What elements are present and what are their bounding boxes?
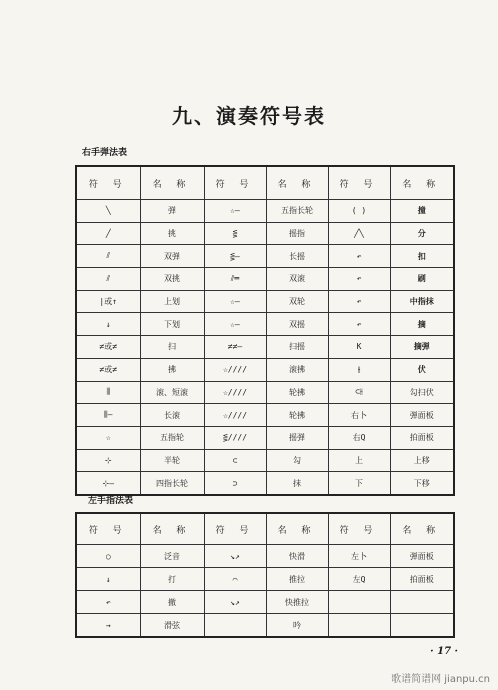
symbol-cell: |或↑ (76, 290, 140, 313)
name-cell: 刷 (390, 268, 454, 291)
table-header-row (76, 166, 454, 200)
symbol-cell: ↘↗ (204, 545, 266, 568)
symbol-cell: ⋚— (204, 245, 266, 268)
page-number: · 17 · (430, 646, 458, 657)
name-cell: 拍面板 (390, 426, 454, 449)
symbol-cell: ☆//// (204, 381, 266, 404)
table-row (76, 200, 454, 223)
table-row (76, 358, 454, 381)
name-cell: 泛音 (140, 545, 204, 568)
name-cell: 长摇 (266, 245, 328, 268)
col-header-name: 名 称 (140, 513, 204, 545)
name-cell: 摇弹 (266, 426, 328, 449)
name-cell: 抹 (266, 472, 328, 495)
col-header-symbol: 符 号 (204, 166, 266, 200)
name-cell: 勾扫伏 (390, 381, 454, 404)
symbol-cell: → (76, 614, 140, 638)
name-cell: 轮拂 (266, 381, 328, 404)
symbol-cell: ≠或≠ (76, 336, 140, 359)
symbol-cell: 下 (328, 472, 390, 495)
name-cell: 四指长轮 (140, 472, 204, 495)
symbol-cell: ↶ (328, 290, 390, 313)
symbol-cell: ↶ (328, 313, 390, 336)
symbol-cell: ↓ (76, 568, 140, 591)
symbol-cell: ≠≠— (204, 336, 266, 359)
name-cell: 撤 (140, 591, 204, 614)
name-cell: 轮拂 (266, 404, 328, 427)
name-cell: 推拉 (266, 568, 328, 591)
col-header-symbol: 符 号 (328, 166, 390, 200)
symbol-cell: 左卜 (328, 545, 390, 568)
symbol-cell: ⊃ (204, 472, 266, 495)
left-hand-heading: 左手指法表 (88, 496, 134, 506)
name-cell: 长滚 (140, 404, 204, 427)
col-header-symbol: 符 号 (204, 513, 266, 545)
name-cell: 摘弹 (390, 336, 454, 359)
name-cell: 伏 (390, 358, 454, 381)
symbol-cell (328, 591, 390, 614)
symbol-cell: ☆ (76, 426, 140, 449)
symbol-cell: ╱ (76, 222, 140, 245)
name-cell: 打 (140, 568, 204, 591)
name-cell: 下移 (390, 472, 454, 495)
symbol-cell: ⫼— (76, 404, 140, 427)
symbol-cell: ⫽ (76, 245, 140, 268)
page-title: 九、演奏符号表 (172, 104, 326, 128)
symbol-cell: ☆— (204, 290, 266, 313)
name-cell: 五指长轮 (266, 200, 328, 223)
table-row (76, 268, 454, 291)
symbol-cell (328, 614, 390, 638)
name-cell: 双轮 (266, 290, 328, 313)
symbol-cell: ⌒ (204, 568, 266, 591)
table-row (76, 404, 454, 427)
name-cell: 弹 (140, 200, 204, 223)
symbol-cell: ⊂ (204, 449, 266, 472)
name-cell: 双挑 (140, 268, 204, 291)
name-cell: 上划 (140, 290, 204, 313)
table-row (76, 591, 454, 614)
symbol-cell: ╲ (76, 200, 140, 223)
symbol-cell: ⊹ (76, 449, 140, 472)
name-cell: 双弹 (140, 245, 204, 268)
site-watermark: 歌谱简谱网 jianpu.cn (391, 674, 490, 685)
table-row (76, 222, 454, 245)
right-hand-heading: 右手弹法表 (82, 148, 128, 158)
table-row (76, 290, 454, 313)
symbol-cell: ☆— (204, 200, 266, 223)
symbol-cell: ⫽═ (204, 268, 266, 291)
symbol-cell: ☆//// (204, 404, 266, 427)
table-row (76, 245, 454, 268)
symbol-cell: 右卜 (328, 404, 390, 427)
table-row (76, 568, 454, 591)
symbol-cell: K (328, 336, 390, 359)
name-cell: 摘 (390, 313, 454, 336)
table-row (76, 313, 454, 336)
symbol-cell: ≠或≠ (76, 358, 140, 381)
name-cell: 双滚 (266, 268, 328, 291)
name-cell: 双摇 (266, 313, 328, 336)
symbol-cell: ╱╲ (328, 222, 390, 245)
name-cell: 分 (390, 222, 454, 245)
symbol-cell: ⫼ (76, 381, 140, 404)
name-cell: 拍面板 (390, 568, 454, 591)
name-cell (390, 614, 454, 638)
name-cell: 摇指 (266, 222, 328, 245)
name-cell (390, 591, 454, 614)
name-cell: 弹面板 (390, 404, 454, 427)
name-cell: 扣 (390, 245, 454, 268)
table-row (76, 381, 454, 404)
name-cell: 挑 (140, 222, 204, 245)
name-cell: 滚、短滚 (140, 381, 204, 404)
name-cell: 滚拂 (266, 358, 328, 381)
symbol-cell: ↓ (76, 313, 140, 336)
name-cell: 快滑 (266, 545, 328, 568)
table-row (76, 614, 454, 638)
name-cell: 勾 (266, 449, 328, 472)
name-cell: 滑弦 (140, 614, 204, 638)
table-row (76, 545, 454, 568)
symbol-cell: 上 (328, 449, 390, 472)
symbol-cell: ⫲ (328, 358, 390, 381)
name-cell: 上移 (390, 449, 454, 472)
table-row (76, 336, 454, 359)
symbol-cell (204, 614, 266, 638)
symbol-cell: ☆— (204, 313, 266, 336)
col-header-symbol: 符 号 (328, 513, 390, 545)
symbol-cell: ⋚ (204, 222, 266, 245)
symbol-cell: ↶ (328, 268, 390, 291)
symbol-cell: 右Q (328, 426, 390, 449)
symbol-cell: ( ) (328, 200, 390, 223)
name-cell: 扫 (140, 336, 204, 359)
table-row (76, 426, 454, 449)
symbol-cell: ⫽ (76, 268, 140, 291)
table-row (76, 449, 454, 472)
symbol-cell: ↶ (76, 591, 140, 614)
name-cell: 下划 (140, 313, 204, 336)
symbol-cell: ○ (76, 545, 140, 568)
name-cell: 半轮 (140, 449, 204, 472)
table-header-row (76, 513, 454, 545)
table-row (76, 472, 454, 495)
col-header-name: 名 称 (390, 513, 454, 545)
col-header-symbol: 符 号 (76, 513, 140, 545)
name-cell: 五指轮 (140, 426, 204, 449)
col-header-symbol: 符 号 (76, 166, 140, 200)
symbol-cell: ↘↗ (204, 591, 266, 614)
symbol-cell: ⊹— (76, 472, 140, 495)
name-cell: 弹面板 (390, 545, 454, 568)
symbol-cell: ⊂⫲ (328, 381, 390, 404)
name-cell: 吟 (266, 614, 328, 638)
symbol-cell: ↶ (328, 245, 390, 268)
name-cell: 扫摇 (266, 336, 328, 359)
left-hand-table (75, 512, 455, 638)
col-header-name: 名 称 (140, 166, 204, 200)
right-hand-table (75, 165, 455, 496)
col-header-name: 名 称 (266, 513, 328, 545)
col-header-name: 名 称 (266, 166, 328, 200)
symbol-cell: 左Q (328, 568, 390, 591)
name-cell: 快推拉 (266, 591, 328, 614)
col-header-name: 名 称 (390, 166, 454, 200)
name-cell: 拂 (140, 358, 204, 381)
name-cell: 撞 (390, 200, 454, 223)
symbol-cell: ⋚//// (204, 426, 266, 449)
name-cell: 中指抹 (390, 290, 454, 313)
symbol-cell: ☆//// (204, 358, 266, 381)
